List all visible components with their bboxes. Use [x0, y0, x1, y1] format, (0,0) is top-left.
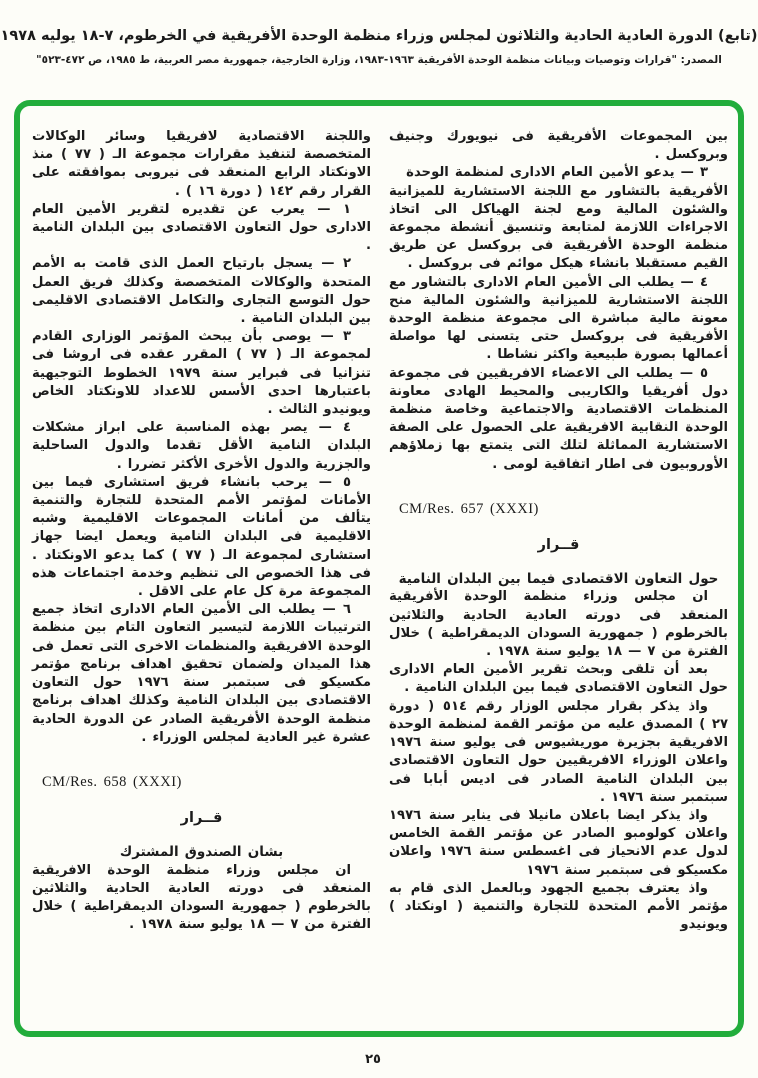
continuation-paragraph: واللجنة الاقتصادية لافريقيا وسائر الوكالات المتخصصة لتنفيذ مقرارات مجموعة الـ ( ٧٧ ) منذ الاونكتاد الرابع المنعقد فى نيروبى بموافقته على القرار رقم ١٤٢ ( دورة ١٦ ) . — [32, 129, 371, 199]
resolution-item-5: ٥ — يرحب بانشاء فريق استشارى فيما بين الأمانات لمؤتمر الأمم المتحدة للتجارة والتنمية يتألف من أمانات المجموعات الاقليمية وشبه الاقليمية فى البلدان النامية ويعمل ايضا جهاز استشارى لمجموعة الـ ( ٧٧ ) كما يدعو الاونكتاد . فى هذا الخصوص الى تنظيم وخدمة اجتماعات هذه المجموعة مرة كل عام على الاقل . — [32, 474, 371, 600]
recital-paragraph-2: واذ يذكر بقرار مجلس الوزار رقم ٥١٤ ( دورة ٢٧ ) المصدق عليه من مؤتمر القمة لمنظمة الوحدة الافريقية بجزيرة موريشيوس فى يوليو سنة ١٩٧٦ واعلان الوزراء الافريقيين حول التعاون الاقتصادى بين البلدان النامية الصادر فى اديس أبابا فى سبتمبر سنة ١٩٧٦ . — [389, 698, 728, 805]
decree-heading: قــرار — [537, 537, 580, 554]
resolution-item-2: ٢ — يسجل بارتياح العمل الذى قامت به الأمم المتحدة والوكالات المتخصصة وكذلك فريق العمل حول التوسع التجارى والتكامل الاقتصادى الاقليمى بين البلدان النامية . — [32, 256, 371, 327]
decree-heading: قــرار — [180, 810, 223, 827]
resolution-item-1: ١ — يعرب عن تقديره لتقرير الأمين العام الادارى حول التعاون الاقتصادى بين البلدان النامية . — [32, 201, 371, 254]
resolution-item-5: ٥ — يطلب الى الاعضاء الافريقيين فى مجموعة دول أفريقيا والكاريبى والمحيط الهادى معاونة المنظمات الاقتصادية والاجتماعية وخاصة منظمة الوحدة النقابية الافريقية على الحصول على الصفة الاستشارية المماثلة لتلك التى يتمتع بها زملاؤهم الأوروبيون فى اطار اتفاقية لومى . — [389, 365, 728, 472]
resolution-ref-658: CM/Res. 658 (XXXI) — [42, 773, 182, 790]
resolution-item-4: ٤ — يصر بهذه المناسبة على ابراز مشكلات البلدان النامية الأقل تقدما والدول الساحلية والجزرية والدول الأخرى الأكثر تضررا . — [32, 420, 371, 472]
resolution-item-6: ٦ — يطلب الى الأمين العام الادارى اتخاذ جميع الترتيبات اللازمة لتيسير التعاون التام بين منظمة الوحدة الافريقية والمنظمات الاخرى التى تعمل فى هذا الميدان ولضمان تحقيق اهداف برنامج مؤتمر مكسيكو فى سبتمبر سنة ١٩٧٦ حول التعاون الاقتصادى بين البلدان النامية وكذلك اهداف برنامج منظمة الوحدة الأفريقية الصادر عن الدورة الحادية عشرة غير العادية لمجلس الوزراء . — [32, 602, 371, 745]
recital-paragraph-3: واذ يذكر ايضا باعلان مانيلا فى يناير سنة ١٩٧٦ واعلان كولومبو الصادر عن مؤتمر القمة الخامس لدول عدم الانحياز فى اغسطس سنة ١٩٧٦ واعلان مكسيكو فى سبتمبر سنة ١٩٧٦ — [389, 807, 728, 878]
resolution-ref-657: CM/Res. 657 (XXXI) — [399, 500, 539, 517]
continuation-paragraph: بين المجموعات الأفريقية فى نيويورك وجنيف وبروكسل . — [389, 129, 728, 163]
resolution-item-4: ٤ — يطلب الى الأمين العام الادارى بالتشاور مع اللجنة الاستشارية للميزانية والشئون المالية منح معونة مالية مباشرة الى مجموعة منظمة الوحدة الأفريقية فى بروكسل حتى يتسنى لها مواصلة أعمالها بصورة طبيعية واكثر نشاطا . — [389, 274, 728, 363]
preamble-paragraph: ان مجلس وزراء منظمة الوحدة الافريقية المنعقد فى دورته العادية الحادية والثلاثين بالخرطوم ( جمهورية السودان الديمقراطية ) خلال الفترة من ٧ — ١٨ يوليو سنة ١٩٧٨ . — [32, 862, 371, 933]
page-header — [0, 28, 758, 66]
two-column-layout — [32, 128, 728, 1021]
resolution-item-3-body: الأفريقية بالتشاور مع اللجنة الاستشارية للميزانية والشئون المالية ومع لجنة الهياكل الى اتخاذ الاجراءات اللازمة لمتابعة وتنسيق أنشطة مجموعة منظمة الوحدة الأفريقية فى بروكسل عن طريق القيم مستقبلا بانشاء هيكل موائم فى بروكسل . — [389, 183, 728, 272]
page-footer — [0, 1048, 758, 1067]
resolution-item-3: ٣ — يوصى بأن يبحث المؤتمر الوزارى القادم لمجموعة الـ ( ٧٧ ) المقرر عقده فى اروشا فى تنزانيا فى فبراير سنة ١٩٧٩ الخطوط التوجيهية باعتبارها احدى الأسس للاعداد للاونكتاد الخاص ويونيدو الثالث . — [32, 329, 371, 418]
decree-subject: بشان الصندوق المشترك — [119, 844, 284, 861]
recital-paragraph-1: بعد أن تلقى وبحث تقرير الأمين العام الادارى حول التعاون الاقتصادى فيما بين البلدان النامية . — [389, 662, 728, 696]
decree-subject: حول التعاون الاقتصادى فيما بين البلدان النامية — [398, 571, 719, 588]
column-left — [32, 128, 371, 1021]
column-right — [389, 128, 728, 1021]
preamble-paragraph: ان مجلس وزراء منظمة الوحدة الأفريقية المنعقد فى دورته العادية الحادية والثلاثين بالخرطوم ( جمهورية السودان الديمقراطية ) خلال الفترة من ٧ — ١٨ يوليو سنة ١٩٧٨ . — [389, 589, 728, 660]
recital-paragraph-4: واذ يعترف بجميع الجهود وبالعمل الذى قام به مؤتمر الأمم المتحدة للتجارة والتنمية ( اونكتاد ) ويونيدو — [389, 880, 728, 933]
green-frame-box — [14, 100, 744, 1037]
resolution-item-3-lead: ٣ — يدعو الأمين العام الادارى لمنظمة الوحدة — [406, 165, 708, 181]
session-title: (تابع) الدورة العادية الحادية والثلاثون لمجلس وزراء منظمة الوحدة الأفريقية في الخرطوم، ٧-١٨ يوليه ١٩٧٨ — [0, 28, 758, 44]
page-number: ٢٥ — [365, 1052, 381, 1067]
source-citation: المصدر: "قرارات وتوصيات وبيانات منظمة الوحدة الأفريقية ١٩٦٣-١٩٨٣، وزارة الخارجية، جمهورية مصر العربية، ط ١٩٨٥، ص ٤٧٢-٥٢٣" — [36, 54, 722, 66]
